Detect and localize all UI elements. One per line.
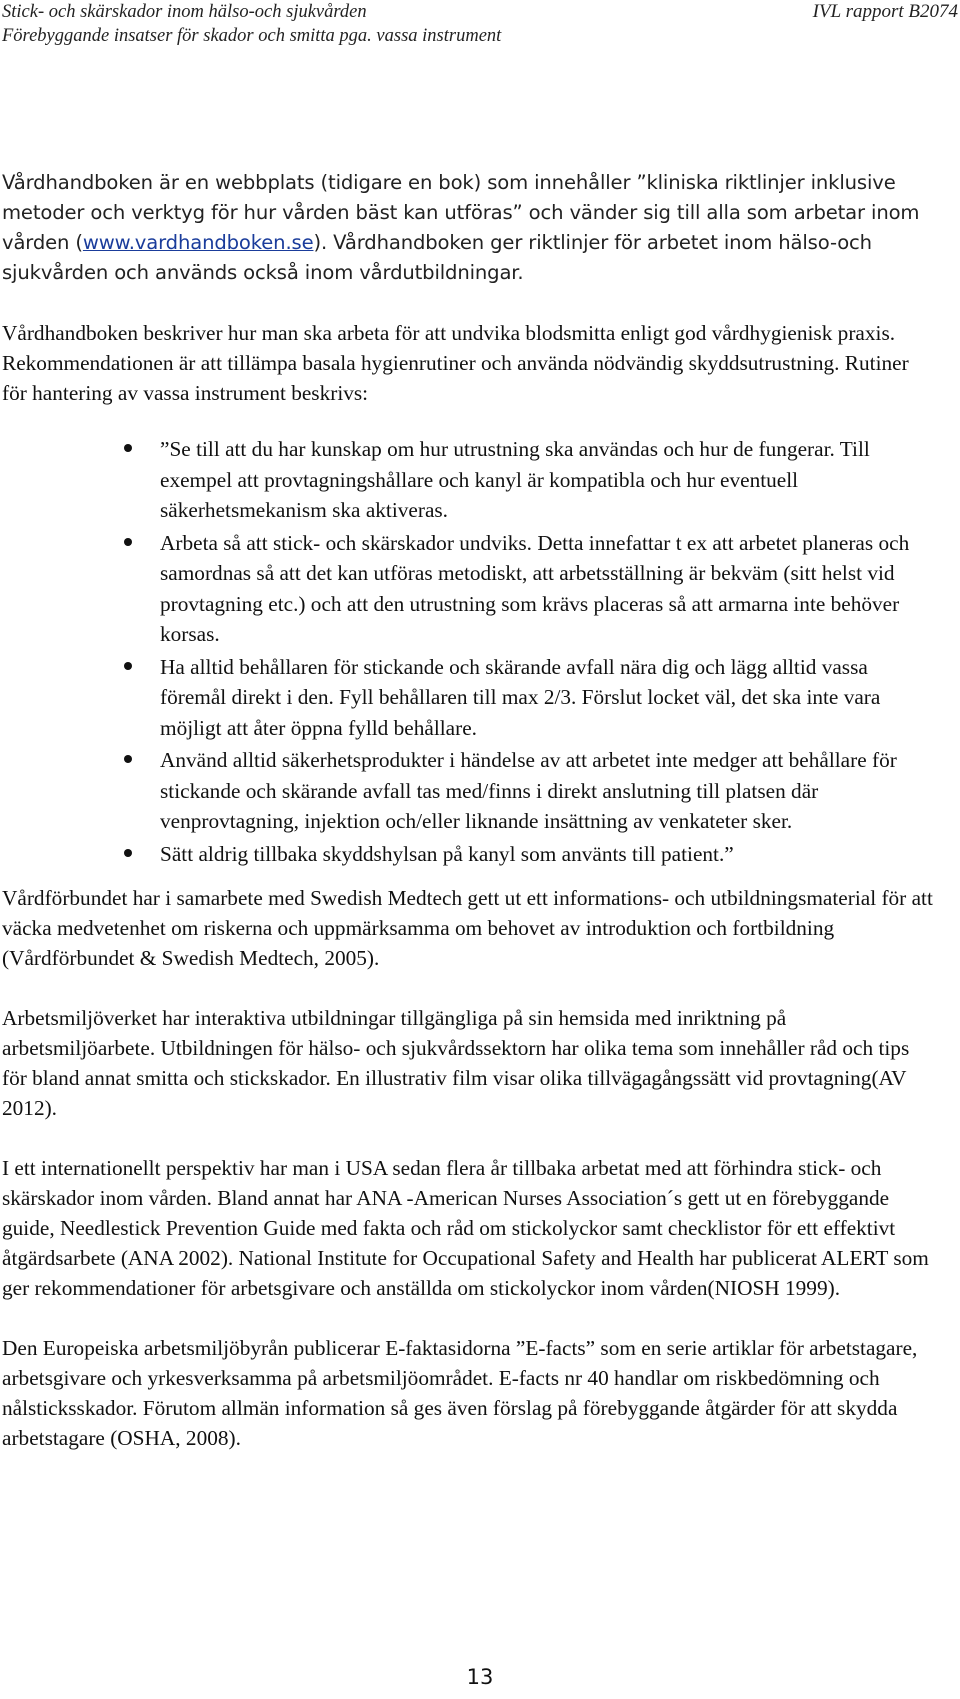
list-item [160, 528, 937, 650]
bullet-icon [124, 662, 132, 670]
list-item-text: Sätt aldrig tillbaka skyddshylsan på kanyl som använts till patient.” [160, 841, 734, 866]
bullet-list [2, 434, 937, 869]
paragraph-vardhandboken-intro [2, 168, 937, 288]
document-body [2, 168, 937, 1483]
paragraph-arbetsmiljoverket: Arbetsmiljöverket har interaktiva utbildningar tillgängliga på sin hemsida med inriktning på arbetsmiljöarbete. Utbildningen för hälso- och sjukvårdssektorn har olika tema som innehåller råd och tips för bland annat smitta och stickskador. En illustrativ film visar olika tillvägagångssätt vid provtagning(AV 2012). [2, 1006, 910, 1120]
report-id: IVL rapport B2074 [812, 1, 958, 22]
header-title-line1: Stick- och skärskador inom hälso-och sjukvården [2, 2, 367, 22]
paragraph-vardforbundet: Vårdförbundet har i samarbete med Swedish Medtech gett ut ett informations- och utbildningsmaterial för att väcka medvetenhet om riskerna och uppmärksamma om behovet av introduktion och fortbildning (Vårdförbundet & Swedish Medtech, 2005). [2, 886, 933, 970]
list-item [160, 745, 937, 837]
paragraph-text: Vårdhandboken är en webbplats (tidigare en bok) som innehåller ”kliniska riktlinjer inklusive metoder och verktyg för hur vården bäst kan utföras” och vänder sig till alla som arbetar inom vården ( [2, 171, 920, 254]
page-header [0, 0, 960, 52]
list-item-text: ”Se till att du har kunskap om hur utrustning ska användas och hur de fungerar. Till exempel att provtagningshållare och kanyl är kompatibla och hur eventuell säkerhetsmekanism ska aktiveras. [160, 437, 870, 522]
paragraph-e-facts: Den Europeiska arbetsmiljöbyrån publicerar E-faktasidorna ”E-facts” som en serie artiklar för arbetstagare, arbetsgivare och yrkesverksamma på arbetsmiljöområdet. E-facts nr 40 handlar om riskbedömning och nålsticksskador. Förutom allmän information så ges även förslag på förebyggande åtgärder för att skydda arbetstagare (OSHA, 2008). [2, 1336, 918, 1450]
list-item-text: Arbeta så att stick- och skärskador undviks. Detta innefattar t ex att arbetet planeras och samordnas så att det kan utföras metodiskt, att arbetsställning är bekväm (sitt helst vid provtagning etc.) och att den utrustning som krävs placeras så att armarna inte behöver korsas. [160, 530, 910, 646]
list-item-text: Ha alltid behållaren för stickande och skärande avfall nära dig och lägg alltid vassa föremål direkt i den. Fyll behållaren till max 2/3. Förslut locket väl, det ska inte vara möjligt att åter öppna fylld behållare. [160, 654, 881, 740]
bullet-icon [124, 444, 132, 452]
bullet-icon [124, 849, 132, 857]
paragraph-internationellt: I ett internationellt perspektiv har man i USA sedan flera år tillbaka arbetat med att förhindra stick- och skärskador inom vården. Bland annat har ANA -American Nurses Association´s gett ut en förebyggande guide, Needlestick Prevention Guide med fakta och råd om stickolyckor samt checklistor för ett effektivt åtgärdsarbete (ANA 2002). National Institute for Occupational Safety and Health har publicerat ALERT som ger rekommendationer för arbetsgivare och anställda om stickolyckor inom vården(NIOSH 1999). [2, 1156, 929, 1300]
header-title-line2: Förebyggande insatser för skador och smitta pga. vassa instrument [2, 26, 502, 46]
page-number: 13 [466, 1665, 494, 1689]
vardhandboken-link[interactable]: www.vardhandboken.se [82, 231, 314, 254]
paragraph-text: ). Vårdhandboken ger riktlinjer för arbetet inom hälso-och sjukvården och används också inom vårdutbildningar. [2, 231, 872, 284]
bullet-icon [124, 538, 132, 546]
bullet-icon [124, 755, 132, 763]
paragraph-vardhandboken-rutiner: Vårdhandboken beskriver hur man ska arbeta för att undvika blodsmitta enligt god vårdhygienisk praxis. Rekommendationen är att tillämpa basala hygienrutiner och använda nödvändig skyddsutrustning. Rutiner för hantering av vassa instrument beskrivs: [2, 321, 909, 405]
header-titles [2, 0, 501, 48]
list-item [160, 839, 937, 870]
list-item [160, 434, 937, 526]
list-item-text: Använd alltid säkerhetsprodukter i händelse av att arbetet inte medger att behållare för stickande och skärande avfall tas med/finns i direkt anslutning till platsen där venprovtagning, injektion och/eller liknande insättning av venkateter sker. [160, 748, 897, 833]
list-item [160, 652, 937, 744]
